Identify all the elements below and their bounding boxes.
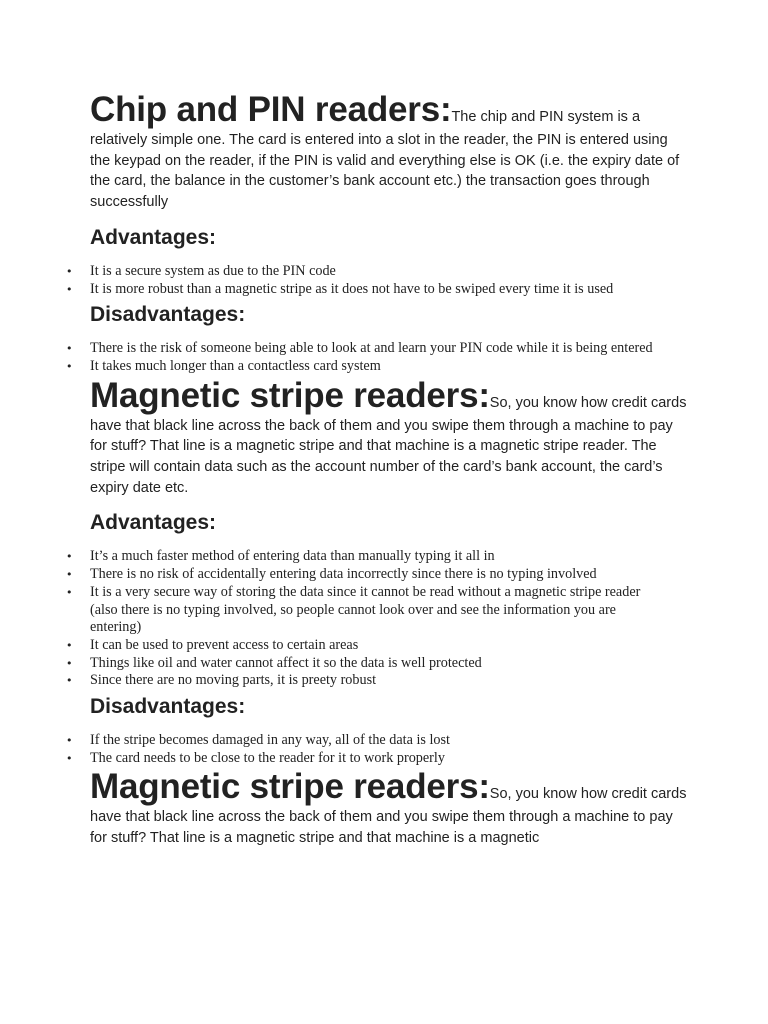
magnetic-intro-text: So, you know how credit cards have that black line across the back of them and you swipe them through a machine to pay for stuff? That line is a magnetic stripe and that machine is a magnetic stripe reader. The stripe will contain data such as the account number of the card’s bank account, the card’s expiry date etc. [90,394,687,496]
list-item: • There is the risk of someone being able to look at and learn your PIN code while it is being entered [66,340,662,358]
magnetic-title: Magnetic stripe readers: [90,375,490,415]
chip-pin-intro-text: The chip and PIN system is a relatively simple one. The card is entered into a slot in the reader, the PIN is entered using the keypad on the reader, if the PIN is valid and everything else is OK (i.e. the expiry date of the card, the balance in the customer’s bank account etc.) the transaction goes through successfully [90,109,680,211]
list-item: • It takes much longer than a contactless card system [66,358,662,376]
chip-pin-advantages-heading: Advantages: [90,225,217,249]
list-item: • It is a secure system as due to the PIN code [66,263,662,281]
chip-pin-disadvantages-heading: Disadvantages: [90,303,246,327]
magnetic-repeat-intro-text: So, you know how credit cards have that black line across the back of them and you swipe them through a machine to pay for stuff? That line is a magnetic stripe and that machine is a magnetic [90,786,687,847]
list-item: • Things like oil and water cannot affect it so the data is well protected [66,655,662,673]
list-item: • There is no risk of accidentally entering data incorrectly since there is no typing involved [66,566,662,584]
chip-pin-advantages-list [66,263,662,298]
document-body [90,88,690,849]
list-item: • The card needs to be close to the reader for it to work properly [66,750,662,768]
chip-pin-section-intro [90,90,690,213]
magnetic-disadvantages-list [66,732,662,767]
magnetic-disadvantages-heading: Disadvantages: [90,695,246,719]
list-item: • It can be used to prevent access to certain areas [66,637,662,655]
list-item: • Since there are no moving parts, it is preety robust [66,672,662,690]
list-item: • It is more robust than a magnetic stripe as it does not have to be swiped every time it is used [66,281,662,299]
magnetic-advantages-heading: Advantages: [90,511,217,535]
magnetic-repeat-title: Magnetic stripe readers: [90,767,490,807]
chip-pin-title: Chip and PIN readers: [90,90,452,129]
magnetic-repeat-section-intro [90,767,690,848]
list-item: • It’s a much faster method of entering data than manually typing it all in [66,548,662,566]
magnetic-advantages-list [66,548,662,690]
magnetic-section-intro [90,376,690,499]
list-item: • It is a very secure way of storing the data since it cannot be read without a magnetic stripe reader (also there is no typing involved, so people cannot look over and see the information you are entering) [66,584,662,637]
list-item: • If the stripe becomes damaged in any way, all of the data is lost [66,732,662,750]
chip-pin-disadvantages-list [66,340,662,375]
